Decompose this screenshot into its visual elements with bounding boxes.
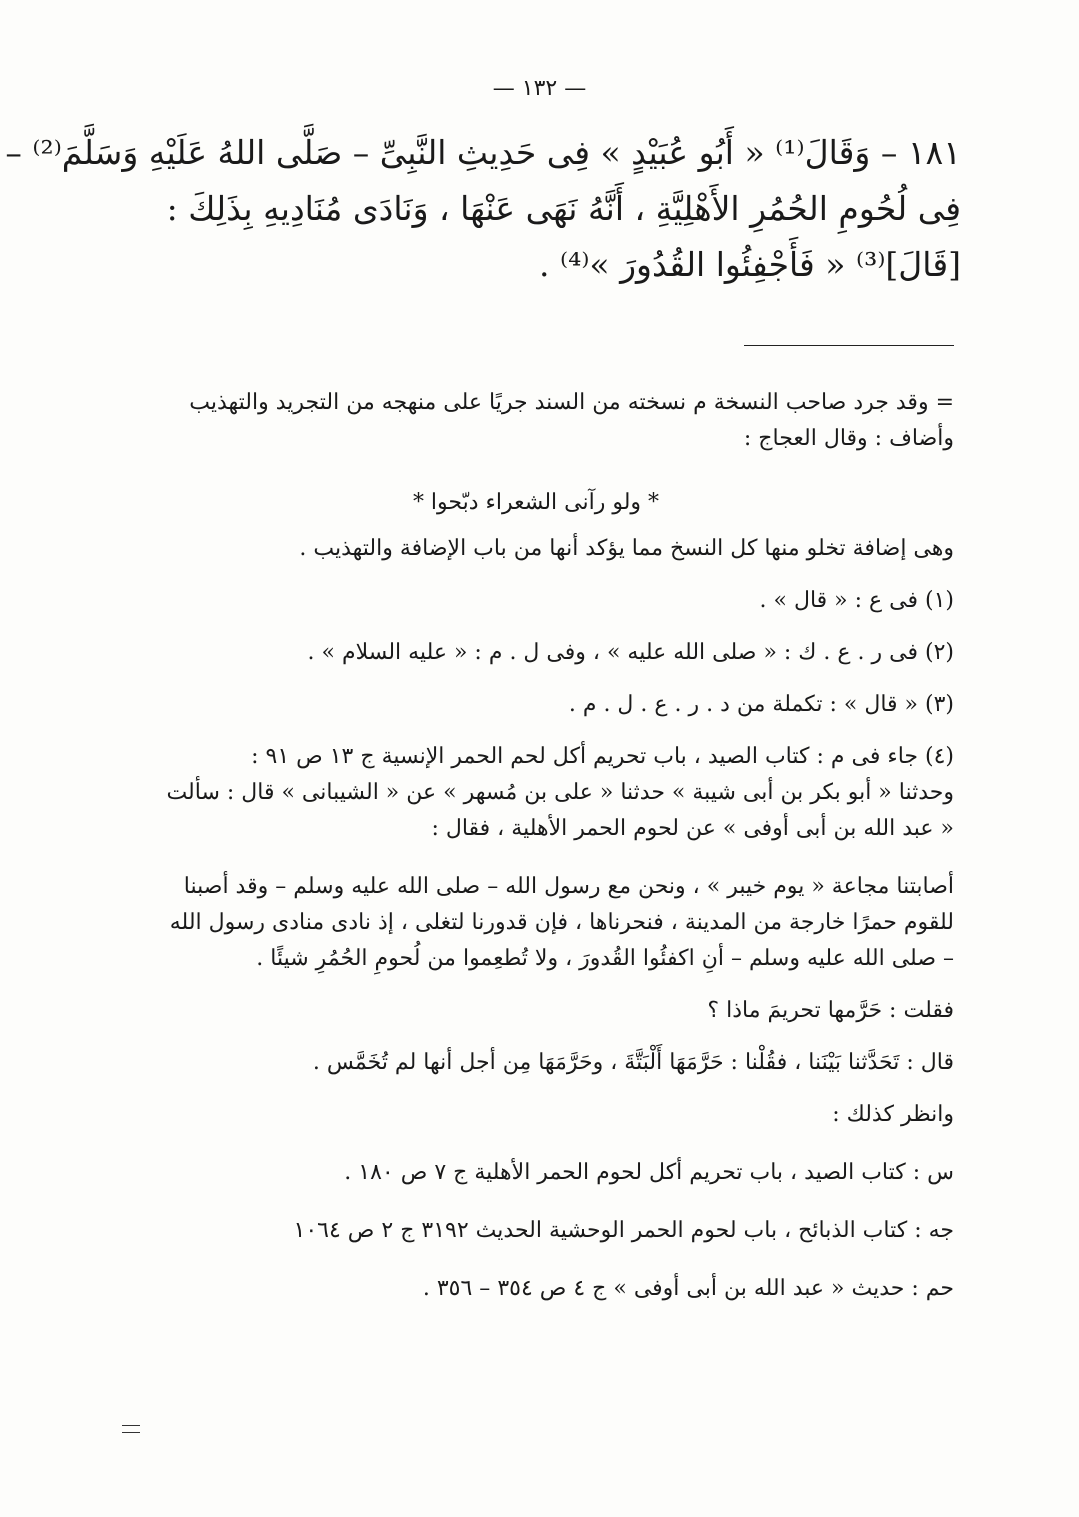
footnote-4-line-1: (٤) جاء فى م : كتاب الصيد ، باب تحريم أكل لحم الحمر الإنسية ج ١٣ ص ٩١ : — [251, 744, 954, 769]
page-number: — ١٣٢ — — [492, 76, 587, 101]
after-verse-line: وهى إضافة تخلو منها كل النسخ مما يؤكد أنها من باب الإضافة والتهذيب . — [299, 536, 954, 561]
continuation-line-1: = وقد جرد صاحب النسخة م نسخته من السند جريًا على منهجه من التجريد والتهذيب — [189, 390, 954, 415]
verse-line: * ولو رآنى الشعراء دبّحوا * — [412, 490, 660, 515]
main-entry — [5, 125, 961, 293]
answer-line: قال : تَحَدَّثنا بَيْنَنا ، فقُلْنا : حَرَّمَهَا أَلْبَتَّةَ ، وحَرَّمَهَا مِن أجل أنها لم تُخَمَّس . — [312, 1050, 954, 1075]
footnote-2: (٢) فى ر . ع . ك : « صلى الله عليه » ، وفى ل . م : « عليه السلام » . — [307, 640, 954, 665]
see-also-line: وانظر كذلك : — [832, 1102, 954, 1127]
main-line-1: ١٨١ – وَقَالَ⁽¹⁾ « أَبُو عُبَيْدٍ » فِى حَدِيثِ النَّبِىِّ – صَلَّى اللهُ عَلَيْهِ وَسَلَّمَ⁽²⁾ – — [5, 133, 961, 172]
footnote-4-line-2: وحدثنا « أبو بكر بن أبى شيبة » حدثنا « على بن مُسهر » عن « الشيبانى » قال : سألت — [166, 780, 954, 805]
hadith-line-3: – صلى الله عليه وسلم – أنِ اكفئُوا القُدورَ ، ولا تُطعِموا من لُحومِ الحُمُرِ شيئًا . — [256, 946, 954, 971]
hadith-line-2: للقوم حمرًا خارجة من المدينة ، فنحرناها ، فإن قدورنا لتغلى ، إذ نادى منادى رسول الله — [169, 910, 954, 935]
reference-line-3: حم : حديث « عبد الله بن أبى أوفى » ج ٤ ص ٣٥٤ – ٣٥٦ . — [422, 1276, 954, 1301]
footnote-divider — [744, 345, 954, 346]
footnote-3: (٣) « قال » : تكملة من د . ر . ع . ل . م . — [568, 692, 954, 717]
question-line: فقلت : حَرَّمها تحريمَ ماذا ؟ — [707, 998, 954, 1023]
main-line-2: فِى لُحُومِ الحُمُرِ الأَهْلِيَّةِ ، أَنَّهُ نَهَى عَنْهَا ، وَنَادَى مُنَادِيهِ بِذَلِكَ : — [166, 189, 961, 228]
reference-line-2: جه : كتاب الذبائح ، باب لحوم الحمر الوحشية الحديث ٣١٩٢ ج ٢ ص ١٠٦٤ — [293, 1218, 954, 1243]
reference-line-1: س : كتاب الصيد ، باب تحريم أكل لحوم الحمر الأهلية ج ٧ ص ١٨٠ . — [344, 1160, 954, 1185]
hadith-line-1: أصابتنا مجاعة « يوم خيبر » ، ونحن مع رسول الله – صلى الله عليه وسلم – وقد أصبنا — [183, 874, 954, 899]
footnotes-section — [118, 385, 954, 1329]
continuation-line-2: وأضاف : وقال العجاج : — [743, 426, 954, 451]
footnote-1: (١) فى ع : « قال » . — [759, 588, 954, 613]
main-line-3: [قَالَ]⁽³⁾ « فَأَجْفِئُوا القُدُورَ »⁽⁴⁾ . — [539, 245, 961, 284]
footnote-4-line-3: « عبد الله بن أبى أوفى » عن لحوم الحمر الأهلية ، فقال : — [431, 816, 954, 841]
continuation-mark — [122, 1425, 140, 1433]
